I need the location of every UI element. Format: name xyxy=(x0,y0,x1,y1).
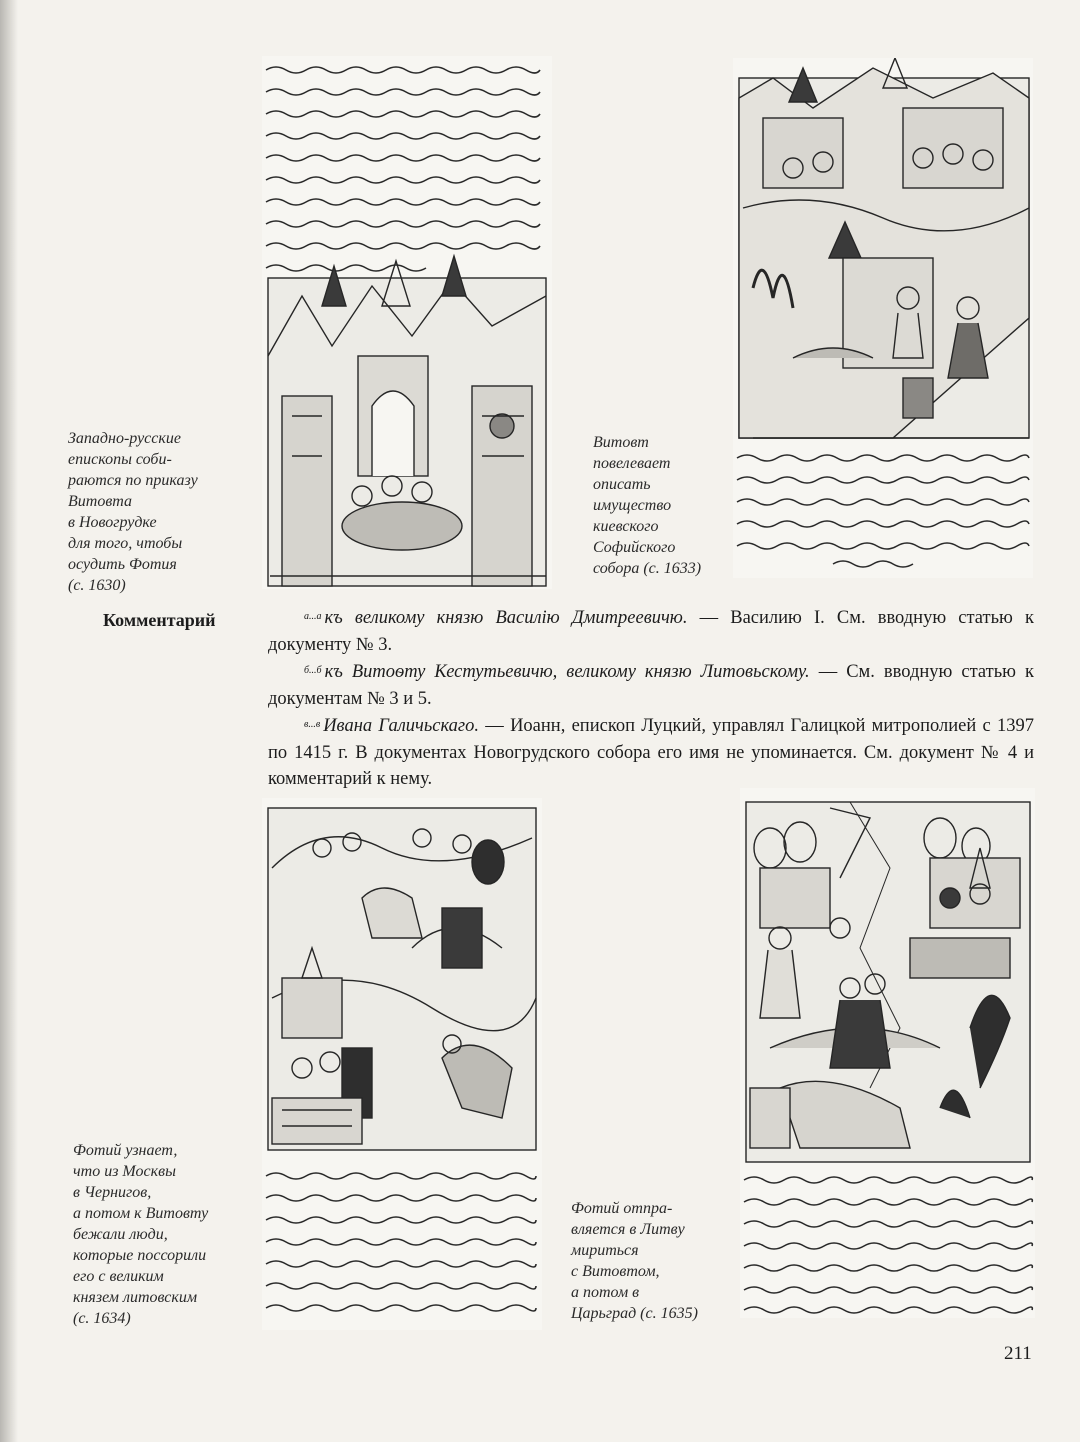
page-number: 211 xyxy=(1004,1343,1032,1364)
caption-line: имущество xyxy=(593,497,672,514)
caption-fig-1635 xyxy=(571,1198,698,1324)
miniature-1630 xyxy=(262,56,552,589)
miniature-picture xyxy=(746,802,1030,1162)
caption-line: осудить Фотия xyxy=(68,556,177,573)
page-gutter-shadow xyxy=(0,0,18,1442)
caption-fig-1630 xyxy=(68,428,198,596)
miniature-1633-drawing xyxy=(733,58,1033,578)
miniature-1635-drawing xyxy=(740,788,1035,1318)
miniature-picture xyxy=(739,58,1029,438)
caption-line: раются по приказу xyxy=(68,472,198,489)
caption-line: Царьград (с. 1635) xyxy=(571,1305,698,1322)
caption-line: повелевает xyxy=(593,455,671,472)
caption-line: его с великим xyxy=(73,1268,164,1285)
commentary-text: — Иоанн, епископ Луцкий, управлял Галицкой митрополией с 1397 по 1415 г. В документах Новогрудского собора его имя не упоминается. См. документ № 4 и комментарий к нему. xyxy=(268,716,1034,789)
footnote-marker: в...в xyxy=(304,719,321,730)
miniature-1635 xyxy=(740,788,1035,1318)
caption-line: Витовт xyxy=(593,434,649,451)
miniature-1633 xyxy=(733,58,1033,578)
commentary-text: — Василию I. См. вводную статью к документу № 3. xyxy=(268,608,1034,655)
commentary-entry xyxy=(268,712,1034,793)
caption-line: описать xyxy=(593,476,651,493)
miniature-1634-drawing xyxy=(262,798,542,1330)
caption-line: бежали люди, xyxy=(73,1226,168,1243)
caption-line: которые поссорили xyxy=(73,1247,207,1264)
caption-line: а потом в xyxy=(571,1284,640,1301)
commentary-lemma: къ великому князю Василію Дмитреевичю. xyxy=(324,608,688,628)
manuscript-text-block xyxy=(266,1173,536,1311)
miniature-picture xyxy=(268,256,546,586)
caption-line: киевского xyxy=(593,518,659,535)
footnote-marker: б...б xyxy=(304,665,322,676)
caption-line: Софийского xyxy=(593,539,676,556)
commentary-heading: Комментарий xyxy=(103,610,216,630)
footnote-marker: а...а xyxy=(304,611,322,622)
caption-line: Фотий отпра- xyxy=(571,1200,673,1217)
commentary-body xyxy=(268,604,1034,793)
commentary-lemma: Ивана Галичьскаго. xyxy=(323,716,480,736)
caption-line: в Чернигов, xyxy=(73,1184,152,1201)
caption-line: а потом к Витовту xyxy=(73,1205,209,1222)
caption-line: князем литовским xyxy=(73,1289,198,1306)
manuscript-text-block xyxy=(737,455,1029,567)
caption-line: (с. 1630) xyxy=(68,577,126,594)
caption-line: собора (с. 1633) xyxy=(593,560,702,577)
caption-line: в Новогрудке xyxy=(68,514,157,531)
caption-line: вляется в Литву xyxy=(571,1221,685,1238)
caption-line: мириться xyxy=(571,1242,639,1259)
caption-fig-1634 xyxy=(73,1140,208,1329)
caption-line: (с. 1634) xyxy=(73,1310,131,1327)
miniature-1630-drawing xyxy=(262,56,552,589)
caption-line: епископы соби- xyxy=(68,451,172,468)
caption-line: Фотий узнает, xyxy=(73,1142,178,1159)
caption-line: для того, чтобы xyxy=(68,535,183,552)
caption-fig-1633 xyxy=(593,432,701,579)
manuscript-text-block xyxy=(266,67,540,271)
commentary-entry xyxy=(268,658,1034,712)
commentary-text: — См. вводную статью к документам № 3 и 5. xyxy=(268,662,1034,709)
commentary-lemma: къ Витоѳту Кестутьевичю, великому князю Литовьскому. xyxy=(324,662,810,682)
miniature-picture xyxy=(268,808,536,1150)
commentary-entry xyxy=(268,604,1034,658)
caption-line: что из Москвы xyxy=(73,1163,176,1180)
caption-line: Западно-русские xyxy=(68,430,181,447)
caption-line: с Витовтом, xyxy=(571,1263,660,1280)
manuscript-text-block xyxy=(744,1177,1032,1313)
miniature-1634 xyxy=(262,798,542,1330)
caption-line: Витовта xyxy=(68,493,133,510)
